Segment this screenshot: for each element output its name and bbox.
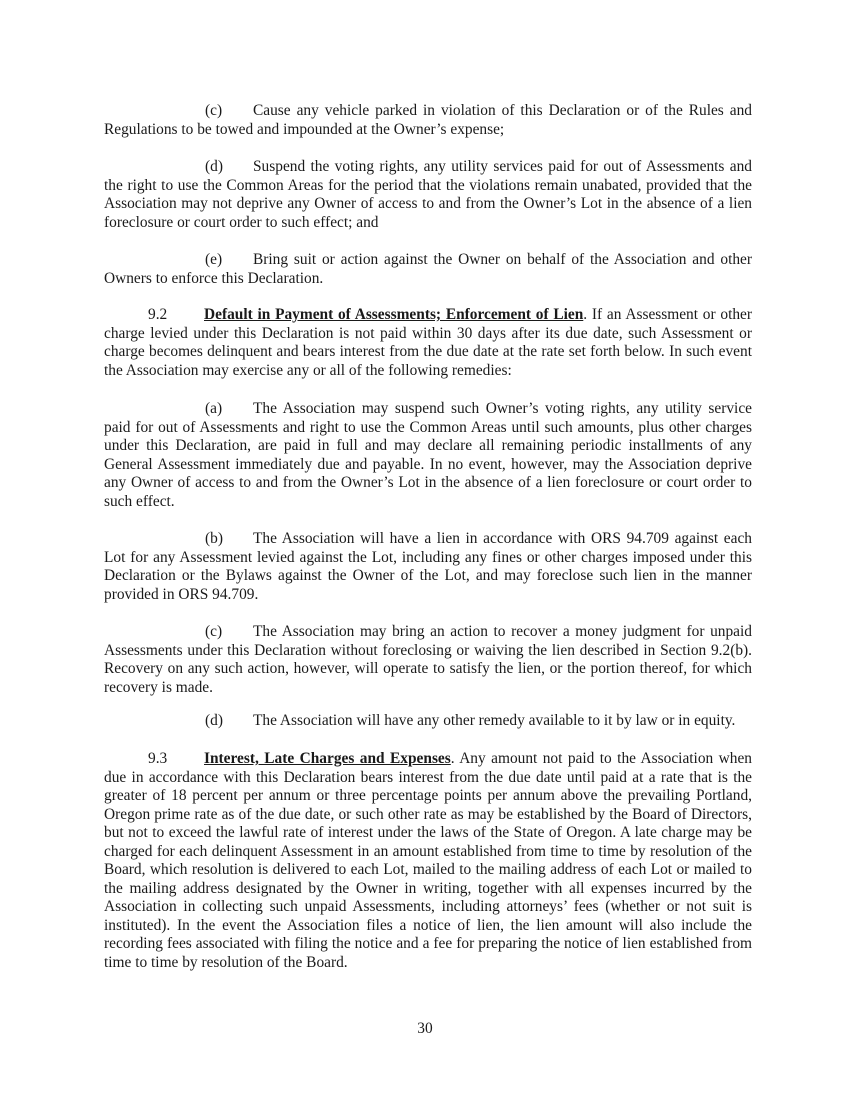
section-number: 9.3	[148, 750, 168, 767]
paragraph-marker: (a)	[205, 400, 223, 417]
paragraph-marker: (c)	[205, 102, 223, 119]
paragraph-c-money-judgment	[104, 623, 752, 697]
section-9-2	[104, 306, 752, 380]
paragraph-text: Bring suit or action against the Owner on behalf of the Association and other Owners to enforce this Declaration.	[104, 251, 752, 287]
paragraph-marker: (d)	[205, 712, 223, 729]
paragraph-marker: (d)	[205, 158, 223, 175]
section-text: . If an Assessment or other charge levied under this Declaration is not paid within 30 days after its due date, such Assessment or charge becomes delinquent and bears interest from the due date at the rate set forth below. In such event the Association may exercise any or all of the following remedies:	[104, 306, 752, 379]
paragraph-d-suspend-voting	[104, 158, 752, 232]
paragraph-text: The Association will have a lien in accordance with ORS 94.709 against each Lot for any Assessment levied against the Lot, including any fines or other charges imposed under this Declaration or the Bylaws against the Owner of the Lot, and may foreclose such lien in the manner provided in ORS 94.709.	[104, 530, 752, 603]
section-text: . Any amount not paid to the Association when due in accordance with this Declaration bears interest from the due date until paid at a rate that is the greater of 18 percent per annum or three percentage points per annum above the prevailing Portland, Oregon prime rate as of the due date, or such other rate as may be established by the Board of Directors, but not to exceed the lawful rate of interest under the laws of the State of Oregon. A late charge may be charged for each delinquent Assessment in an amount established from time to time by resolution of the Board, which resolution is delivered to each Lot, mailed to the mailing address of each Lot or mailed to the mailing address designated by the Owner in writing, together with all expenses incurred by the Association in collecting such unpaid Assessments, including attorneys’ fees (whether or not suit is instituted). In the event the Association files a notice of lien, the lien amount will also include the recording fees associated with filing the notice and a fee for preparing the notice of lien established from time to time by resolution of the Board.	[104, 750, 752, 971]
paragraph-text: Suspend the voting rights, any utility services paid for out of Assessments and the right to use the Common Areas for the period that the violations remain unabated, provided that the Association may not deprive any Owner of access to and from the Owner’s Lot in the absence of a lien foreclosure or court order to such effect; and	[104, 158, 752, 231]
page-number: 30	[417, 1020, 433, 1037]
section-number: 9.2	[148, 306, 168, 323]
paragraph-a-suspend-rights	[104, 400, 752, 511]
paragraph-text: The Association will have any other remedy available to it by law or in equity.	[253, 712, 736, 729]
section-heading: Interest, Late Charges and Expenses	[204, 750, 451, 767]
paragraph-b-lien	[104, 530, 752, 604]
paragraph-text: The Association may suspend such Owner’s voting rights, any utility service paid for out of Assessments and right to use the Common Areas until such amounts, plus other charges under this Declaration, are paid in full and may declare all remaining periodic installments of any General Assessment immediately due and payable. In no event, however, may the Association deprive any Owner of access to and from the Owner’s Lot in the absence of a lien foreclosure or court order to such effect.	[104, 400, 752, 510]
paragraph-e-bring-suit	[104, 251, 752, 288]
paragraph-marker: (c)	[205, 623, 223, 640]
section-9-3	[104, 750, 752, 972]
paragraph-text: The Association may bring an action to recover a money judgment for unpaid Assessments under this Declaration without foreclosing or waiving the lien described in Section 9.2(b). Recovery on any such action, however, will operate to satisfy the lien, or the portion thereof, for which recovery is made.	[104, 623, 752, 696]
section-heading: Default in Payment of Assessments; Enforcement of Lien	[204, 306, 584, 323]
paragraph-c-tow-vehicle	[104, 102, 752, 139]
paragraph-d-other-remedy	[104, 712, 752, 731]
paragraph-marker: (e)	[205, 251, 223, 268]
paragraph-text: Cause any vehicle parked in violation of this Declaration or of the Rules and Regulations to be towed and impounded at the Owner’s expense;	[104, 102, 752, 138]
paragraph-marker: (b)	[205, 530, 223, 547]
